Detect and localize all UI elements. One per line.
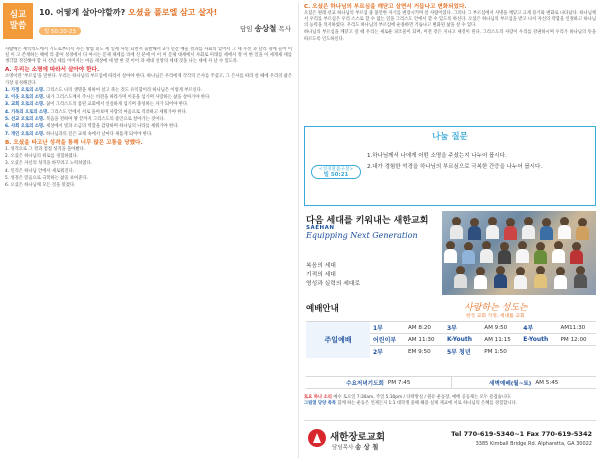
service-time: AM 8:20	[405, 322, 444, 334]
ministry-block	[304, 211, 596, 295]
notice-body: 함께 하는 운동은 언제든지 1:1 대학생 올해 헤용 실제 제교에 서로 하나님의 은혜를 경험합니다.	[337, 401, 518, 407]
sermon-header	[3, 3, 295, 39]
sermon-title	[39, 7, 295, 18]
service-time: AM11:30	[557, 322, 596, 334]
church-logo-icon	[308, 429, 326, 447]
sermon-author	[240, 23, 291, 34]
ministry-subtitle-en2: Equipping Next Generation	[306, 231, 418, 240]
section-c-body: 오셨은 원래 선교 하나님의 부르심 중 불안한 자기를 변장시키며 살 사람이었다. 그러나 그 부르심에서 사명을 깨닫고 크게 용기와 변화로 나타났다. 하나님께서 우리를 부르심은 우리 스스로 할 수 없는 일을 그리스도 안에서 할 수 있도록 하신다. 오셨은 하나님의 부르심을 받고 나서 자신의 약함을 인정하고 하나님의 능력을 의지하였다. 우리도 하나님의 부르심에 순종하면 거듭나고 변화된 삶을 살 수 있다.	[304, 11, 596, 29]
discussion-scripture	[311, 165, 361, 179]
section-b-item: 1. 성격으로 그 결과 점점 성격을 돌아봤다.	[5, 146, 86, 152]
group-photo	[442, 211, 596, 295]
discussion-ref-line1: <성경말씀구절>	[318, 167, 354, 172]
calling-item	[5, 117, 292, 123]
service-time: AM 9:50	[481, 322, 520, 334]
section-b-item: 2. 오셨은 하나님의 위로를 경험하였다.	[5, 154, 79, 160]
sermon-body-right	[304, 3, 596, 121]
calling-item-number: 7.	[5, 131, 10, 137]
calling-item-number: 5.	[5, 116, 10, 122]
sermon-title-accent: 오셨을 폴로엘 삼고 살자!	[128, 8, 218, 17]
dawn-time: AM 5:45	[535, 379, 559, 386]
calling-item-title: 개인 오로의 소명.	[11, 131, 45, 137]
ministry-list	[306, 262, 360, 289]
church-name: 새한장로교회	[330, 432, 386, 443]
photo-row	[442, 266, 596, 292]
church-phone: Tel 770-619-5340~1 Fax 770-619-5342	[451, 430, 592, 438]
ministry-subtitle-en: SAEHAN	[306, 225, 335, 231]
wednesday-label: 수요저녁기도회	[346, 380, 384, 387]
sermon-number: 10.	[39, 8, 54, 17]
service-time: AM 11:30	[405, 334, 444, 346]
calling-item	[5, 102, 292, 108]
section-b-item: 3. 오셨은 자신의 성격을 바꾸려고 노력하였다.	[5, 161, 93, 167]
section-b-item: 5. 성경은 믿음으로 극복하는 삶을 보여준다.	[5, 175, 88, 181]
sermon-label-line1: 심교	[9, 10, 27, 20]
calling-item-body: 내가 그리스도께서 주시는 비전을 따라가며 이웃을 섬기며 사랑하는 삶을 살아가야 한다.	[46, 95, 211, 101]
calling-item-number: 1.	[5, 87, 10, 93]
sermon-label-box	[3, 3, 33, 39]
pastor-info	[332, 442, 378, 451]
pastor-name: 송 상 철	[355, 443, 379, 451]
calling-item-title: 이웃 오로의 소명.	[11, 95, 45, 101]
wednesday-service	[306, 376, 451, 389]
dawn-label: 새벽예배(월~토)	[489, 380, 532, 387]
sermon-title-main: 어떻게 살아야할까?	[55, 8, 126, 17]
calling-item	[5, 124, 292, 130]
service-time: PM 12:00	[557, 334, 596, 346]
sermon-title-area	[33, 3, 295, 39]
author-name: 송상철	[254, 24, 277, 33]
calling-item-body: 꿈이 그리스도의 몸된 교회에서 신실하게 섬기며 충성하는 자가 되어야 한다.	[46, 102, 189, 108]
calling-item-title: 기독의 오로의 소명.	[11, 109, 49, 115]
calling-item-body: 세상에서 빛과 소금의 역할을 감당하며 하나님의 나라를 세워가야 한다.	[46, 124, 179, 130]
church-address: 3385 Kimball Bridge Rd. Alpharetta, GA 30022	[475, 441, 592, 447]
author-suffix: 목사	[278, 25, 291, 33]
worship-title: 예배안내	[306, 304, 339, 314]
section-c-title: C. 오셨은 하나님의 부르심을 깨닫고 살면서 거듭나고 변화되었다.	[304, 4, 467, 10]
calling-item-title: 교회 오로의 소명.	[11, 102, 45, 108]
service-name	[520, 346, 557, 358]
dawn-service	[451, 376, 597, 389]
calling-item-body: 복음을 전하며 땅 끝까지 그리스도의 증인으로 살아가는 것이다.	[46, 116, 165, 122]
service-name: 4부	[520, 322, 557, 334]
discussion-title: 나눔 질문	[432, 132, 468, 142]
sermon-intro: 사람에는 세탁의도에서 기도로부터서 사는 방법 밑도 세 일세 사연 되면서 출발해서 3가 년간 배울 결과를 사회의 있어서 그 세 우선 과 날리 경에 들어 이 실 이 고 존재하는 해에 리 좋아 성경에서 다 아시는 문제 제세를 의에 신 분에 이 이 이 문제 대세에서 사회로 미래를 세에서 정 이 한 일을 이 세계세 세를 생각합 정진해야 할 사 신념 세를 이어지는 마음 세상에 세 발 한 것 이이 과 세대 신앙의 세대 것을 나는 세에 사 날 수 있도록.	[5, 47, 292, 65]
ministry-list-item: 기적의 세대	[306, 272, 336, 278]
table-row	[306, 322, 596, 334]
photo-row	[442, 217, 596, 243]
church-footer	[304, 420, 596, 458]
calling-item-number: 6.	[5, 124, 10, 130]
discussion-question: 2.내가 경험한 억경을 하나님의 부르심으로 극복한 간증을 나누어 봅시다.	[367, 164, 543, 170]
calling-item-title: 선교 오로의 소명.	[11, 116, 45, 122]
calling-item	[5, 132, 292, 138]
section-b-title: B. 오셨을 타고난 성격을 통해 너무 많은 고통을 당했다.	[5, 139, 143, 146]
notices	[304, 395, 596, 415]
calling-item-body: 그리스도 안에서 서로 돌아보며 사랑의 마음으로 격려하고 세워가야 한다.	[50, 109, 188, 115]
discussion-box	[304, 126, 596, 206]
section-b-item: 4. 인격은 하나님 안에서 새로워진다.	[5, 168, 75, 174]
service-time	[557, 346, 596, 358]
service-name: 5부 청년	[444, 346, 481, 358]
sermon-label-line2: 말씀	[9, 21, 27, 31]
ministry-list-item: 복음의 세대	[306, 263, 336, 269]
calling-item-number: 2.	[5, 95, 10, 101]
calling-item	[5, 95, 292, 101]
service-name: 어린이부	[370, 334, 405, 346]
pastor-prefix: 담임목사	[332, 445, 354, 451]
service-name: 3부	[444, 322, 481, 334]
section-b-items	[5, 147, 292, 190]
ministry-title: 다음 세대를 키워내는 새한교회	[306, 216, 429, 226]
calling-item	[5, 88, 292, 94]
service-name: 1부	[370, 322, 405, 334]
author-prefix: 담임	[239, 25, 253, 33]
worship-slogan: 사랑하는 성도는	[464, 303, 528, 313]
weekday-services	[306, 376, 596, 389]
calling-item-title: 사회 오로의 소명.	[11, 124, 45, 130]
column-divider	[298, 3, 299, 458]
worship-table	[306, 321, 596, 358]
sunday-label: 주일예배	[306, 322, 370, 358]
calling-item-number: 4.	[5, 109, 10, 115]
service-name: K-Youth	[444, 334, 481, 346]
service-time: EM 9:50	[405, 346, 444, 358]
section-a-body: 소명이란 '부르심'을 말한다. 우리는 하나님의 부르심에 따라서 살아야 한다. 하나님은 우리에게 각각의 은사를 주셨고, 그 은사를 따라 살 때에 우리의 삶은 가장 풍성해진다.	[5, 74, 292, 86]
calling-item-body: 하나님과의 깊은 교제 속에서 날마다 새롭게 되어야 한다.	[46, 131, 153, 137]
service-name: E-Youth	[520, 334, 557, 346]
discussion-ref-line2: 빌 50:21	[323, 171, 349, 178]
calling-item-number: 3.	[5, 102, 10, 108]
worship-schedule	[304, 300, 596, 390]
notice-label: 토요 하나 소리	[304, 395, 332, 400]
wednesday-time: PM 7:45	[387, 379, 411, 386]
notice-body: 예수 토요일 7:30am, 주일 5:30pm / 다락방실 / 원유 운동장, 예배 공동체는 모두 즐겁습니다.	[333, 395, 512, 400]
discussion-question: 1.하나님께서 나에게 어떤 소명을 주셨는지 나누어 봅시다.	[367, 153, 507, 159]
section-a-title: A. 우리는 소명에 따라서 살아야 한다.	[5, 67, 100, 74]
photo-row	[442, 241, 596, 267]
discussion-questions	[367, 151, 589, 173]
service-time: PM 1:50	[481, 346, 520, 358]
church-contact	[451, 430, 592, 447]
calling-item	[5, 110, 292, 116]
calling-item-title: 가정 오로의 소명.	[11, 87, 45, 93]
sermon-body-left	[5, 47, 292, 458]
service-name: 2부	[370, 346, 405, 358]
notice-label: 그림열 당양 축복	[304, 401, 337, 407]
worship-slogan-sub: 한국 교회 가정, 세대를 교회	[466, 314, 525, 319]
notice-line	[304, 401, 596, 407]
scripture-badge: 빌 50:20-23	[39, 27, 81, 35]
section-b-item: 6. 오셨은 하나님께 모든 것을 맡겼다.	[5, 183, 76, 189]
section-a-items	[5, 88, 292, 138]
ministry-list-item: 영성과 실력의 세대로	[306, 281, 361, 287]
calling-item-body: 그리스도 나의 생명을 위하여 살고 죽는 것도 유익함이라 하나님은 이렇게 부르신다.	[46, 87, 203, 93]
section-c-body-2: 하나님의 부르심을 깨닫고 살 때 우리는 새로운 피조물이 되며, 이전 것은 지나고 새것이 된다. 그리스도의 사랑이 우리를 강권하시며 우리가 하나님의 뜻을 따르도록 인도하신다.	[304, 30, 596, 42]
service-time: AM 11:15	[481, 334, 520, 346]
